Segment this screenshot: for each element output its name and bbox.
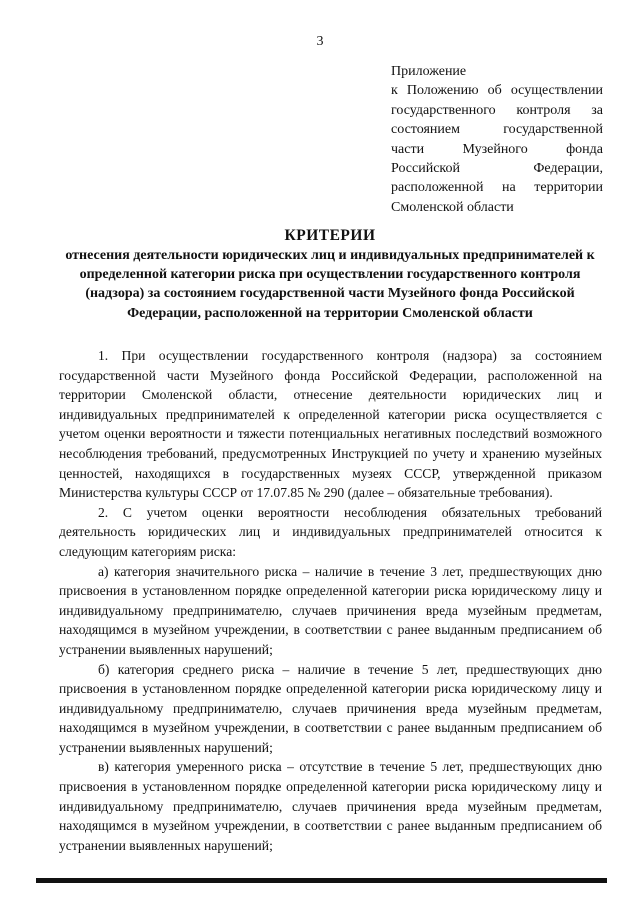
- document-body: [59, 346, 602, 855]
- footer-divider: [36, 878, 607, 883]
- paragraph-2: 2. С учетом оценки вероятности несоблюдения обязательных требований деятельность юридических лиц и индивидуальных предпринимателей относится к следующим категориям риска:: [59, 504, 602, 559]
- appendix-line: Смоленской области: [391, 199, 514, 215]
- appendix-note: [391, 62, 603, 217]
- appendix-line: состоянием государственной: [391, 122, 603, 138]
- appendix-line: к Положению об осуществлении: [391, 83, 603, 99]
- appendix-line: Приложение: [391, 64, 467, 79]
- document-subtitle: отнесения деятельности юридических лиц и индивидуальных предпринимателей к определенной категории риска при осуществлении государственного контроля (надзора) за состоянием государственной части Музейного фонда Российской Федерации, расположенной на территории Смоленской области: [65, 248, 595, 321]
- document-heading: [60, 226, 600, 323]
- appendix-line: расположенной на территории: [391, 180, 603, 196]
- appendix-line: Российской Федерации,: [391, 161, 603, 177]
- paragraph-1: 1. При осуществлении государственного контроля (надзора) за состоянием государственной части Музейного фонда Российской Федерации, расположенной на территории Смоленской области, отнесение деятельности юридических лиц и индивидуальных предпринимателей к определенной категории риска осуществляется с учетом оценки вероятности и тяжести потенциальных негативных последствий возможного несоблюдения требований, предусмотренных Инструкцией по учету и хранению музейных ценностей, находящихся в государственных музеях СССР, утвержденной приказом Министерства культуры СССР от 17.07.85 № 290 (далее – обязательные требования).: [59, 348, 602, 501]
- document-title: КРИТЕРИИ: [284, 227, 376, 244]
- paragraph-2a: а) категория значительного риска – наличие в течение 3 лет, предшествующих дню присвоения в установленном порядке определенной категории риска юридическому лицу и индивидуальному предпринимателю, случаев причинения вреда музейным предметам, находящимся в музейном учреждении, в соответствии с ранее выданным предписанием об устранении выявленных нарушений;: [59, 563, 602, 657]
- paragraph-2b: б) категория среднего риска – наличие в течение 5 лет, предшествующих дню присвоения в установленном порядке определенной категории риска юридическому лицу и индивидуальному предпринимателю, случаев причинения вреда музейным предметам, находящимся в музейном учреждении, в соответствии с ранее выданным предписанием об устранении выявленных нарушений;: [59, 661, 602, 755]
- paragraph-2c: в) категория умеренного риска – отсутствие в течение 5 лет, предшествующих дню присвоения в установленном порядке определенной категории риска юридическому лицу и индивидуальному предпринимателю, случаев причинения вреда музейным предметам, находящимся в музейном учреждении, в соответствии с ранее выданным предписанием об устранении выявленных нарушений;: [59, 759, 602, 853]
- appendix-line: части Музейного фонда: [391, 141, 603, 157]
- page-number: 3: [316, 34, 324, 49]
- appendix-line: государственного контроля за: [391, 102, 603, 118]
